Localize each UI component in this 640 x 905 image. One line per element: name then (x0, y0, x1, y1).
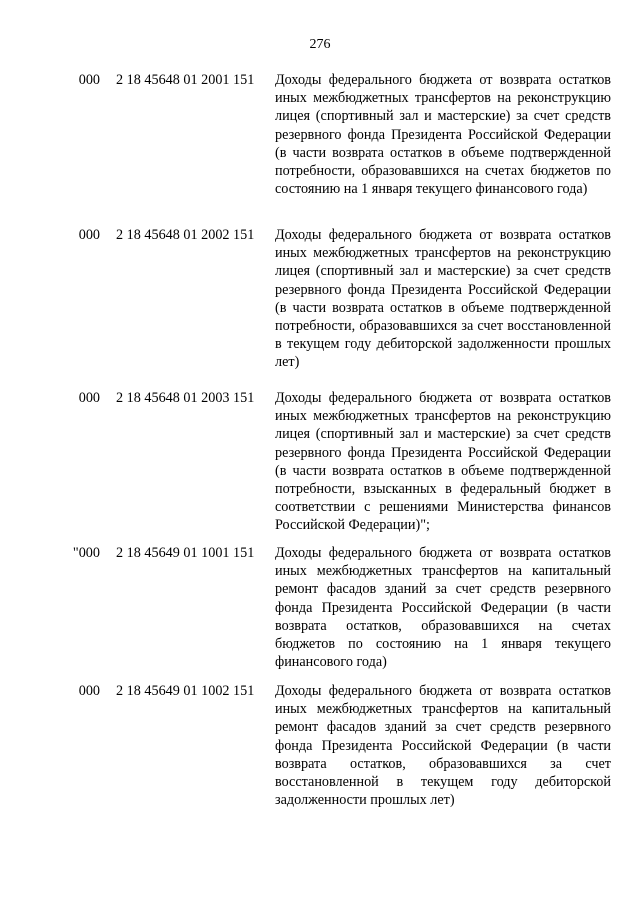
income-description: Доходы федерального бюджета от возврата остатков иных межбюджетных трансфертов на реконструкцию лицея (спортивный зал и мастерские) за счет средств резервного фонда Президента Российской Федерации (в части возврата остатков в объеме подтвержденной потребности, образовавшихся за счет восстановленной в текущем году дебиторской задолженности прошлых лет) (275, 227, 611, 371)
income-description: Доходы федерального бюджета от возврата остатков иных межбюджетных трансфертов на реконструкцию лицея (спортивный зал и мастерские) за счет средств резервного фонда Президента Российской Федерации (в части возврата остатков в объеме подтвержденной потребности, взысканных в федеральный бюджет в соответствии с решениями Министерства финансов Российской Федерации)"; (275, 390, 611, 534)
admin-code: 000 (78, 72, 100, 88)
page-number: 276 (309, 37, 331, 52)
admin-code: "000 (72, 545, 100, 561)
admin-code: 000 (78, 683, 100, 699)
budget-classification-code: 2 18 45649 01 1002 151 (116, 683, 255, 699)
income-description: Доходы федерального бюджета от возврата остатков иных межбюджетных трансфертов на реконструкцию лицея (спортивный зал и мастерские) за счет средств резервного фонда Президента Российской Федерации (в части возврата остатков в объеме подтвержденной потребности, образовавшихся на счетах бюджетов по состоянию на 1 января текущего финансового года) (275, 72, 611, 198)
budget-classification-code: 2 18 45649 01 1001 151 (116, 545, 255, 561)
admin-code: 000 (78, 390, 100, 406)
income-description: Доходы федерального бюджета от возврата остатков иных межбюджетных трансфертов на капитальный ремонт фасадов зданий за счет средств резервного фонда Президента Российской Федерации (в части возврата остатков, образовавшихся на счетах бюджетов по состоянию на 1 января текущего финансового года) (275, 545, 611, 671)
budget-classification-code: 2 18 45648 01 2001 151 (116, 72, 255, 88)
budget-classification-code: 2 18 45648 01 2002 151 (116, 227, 255, 243)
budget-classification-code: 2 18 45648 01 2003 151 (116, 390, 255, 406)
income-description: Доходы федерального бюджета от возврата остатков иных межбюджетных трансфертов на капитальный ремонт фасадов зданий за счет средств резервного фонда Президента Российской Федерации (в части возврата остатков, образовавшихся за счет восстановленной в текущем году дебиторской задолженности прошлых лет) (275, 683, 611, 809)
admin-code: 000 (78, 227, 100, 243)
